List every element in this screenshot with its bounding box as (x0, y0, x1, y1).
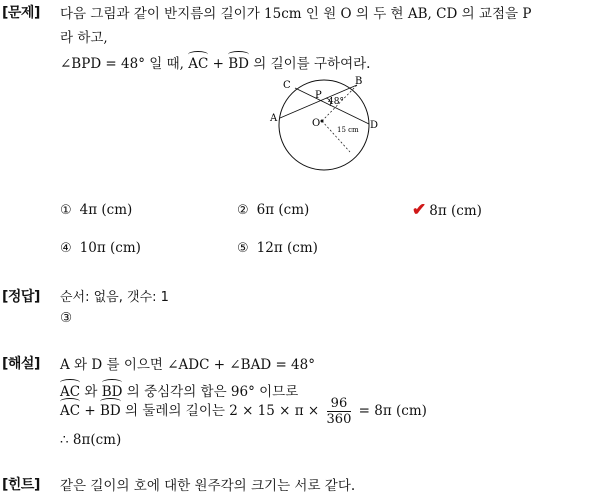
fraction (327, 396, 352, 427)
label-radius: 15 cm (337, 126, 359, 134)
choice-5-text: 12π (cm) (256, 240, 318, 256)
solution-arc-ac-2: AC (60, 403, 81, 419)
choice-3[interactable] (412, 200, 482, 220)
solution-line-3 (60, 396, 427, 427)
label-o: O (312, 118, 321, 129)
solution-line-2-post: 의 중심각의 합은 96° 이므로 (122, 384, 299, 400)
label-a: A (270, 113, 278, 124)
hint-tag: [힌트] (2, 477, 40, 493)
solution-line-1: A 와 D 를 이으면 ∠ADC + ∠BAD = 48° (60, 357, 315, 373)
answer-line-1: 순서: 없음, 갯수: 1 (60, 290, 169, 305)
problem-line-3-pre: ∠BPD = 48° 일 때, (60, 56, 189, 72)
plus-sign: + (208, 56, 229, 72)
solution-line-4: ∴ 8π(cm) (60, 432, 122, 448)
solution-line-3-result: = 8π (cm) (354, 403, 427, 419)
checkmark-icon: ✔ (412, 200, 427, 220)
solution-tag: [해설] (2, 356, 40, 372)
choice-2[interactable] (237, 202, 309, 218)
label-c: C (283, 80, 291, 91)
solution-line-2-mid: 와 (80, 384, 102, 400)
solution-line-3-post: 의 둘레의 길이는 2 × 15 × π × (120, 403, 324, 419)
choice-5[interactable] (237, 240, 318, 256)
problem-tag: [문제] (2, 5, 40, 21)
solution-arc-bd-2: BD (100, 403, 121, 419)
choice-4-number: ④ (60, 241, 72, 256)
choice-3-text: 8π (cm) (429, 203, 482, 219)
choice-2-number: ② (237, 203, 249, 218)
circle-diagram (262, 70, 392, 178)
label-b: B (355, 76, 363, 87)
label-angle: 48° (328, 97, 344, 107)
choice-1-text: 4π (cm) (79, 202, 133, 218)
answer-line-2: ③ (60, 310, 73, 326)
choice-1-number: ① (60, 203, 72, 218)
answer-tag: [정답] (2, 289, 40, 305)
choice-5-number: ⑤ (237, 241, 249, 256)
choice-1[interactable] (60, 202, 132, 218)
problem-line-1: 다음 그림과 같이 반지름의 길이가 15cm 인 원 O 의 두 현 AB, CD 의 교점을 P (60, 6, 532, 22)
problem-line-3 (60, 52, 370, 72)
solution-arc-ac: AC (60, 384, 81, 400)
choice-4[interactable] (60, 240, 141, 256)
circle-o (279, 80, 369, 170)
arc-ac: AC (188, 56, 209, 72)
problem-line-3-post: 의 길이를 구하여라. (248, 56, 371, 72)
label-d: D (370, 120, 379, 131)
center-point (321, 120, 324, 123)
solution-arc-bd: BD (101, 384, 123, 400)
label-p: P (315, 90, 322, 101)
hint-text: 같은 길이의 호에 대한 원주각의 크기는 서로 같다. (60, 478, 356, 494)
fraction-numerator: 96 (330, 396, 348, 411)
problem-line-2: 라 하고, (60, 30, 108, 46)
choice-4-text: 10π (cm) (79, 240, 141, 256)
fraction-denominator: 360 (326, 412, 352, 427)
solution-plus: + (80, 403, 100, 419)
choice-2-text: 6π (cm) (256, 202, 310, 218)
arc-bd: BD (228, 56, 249, 72)
